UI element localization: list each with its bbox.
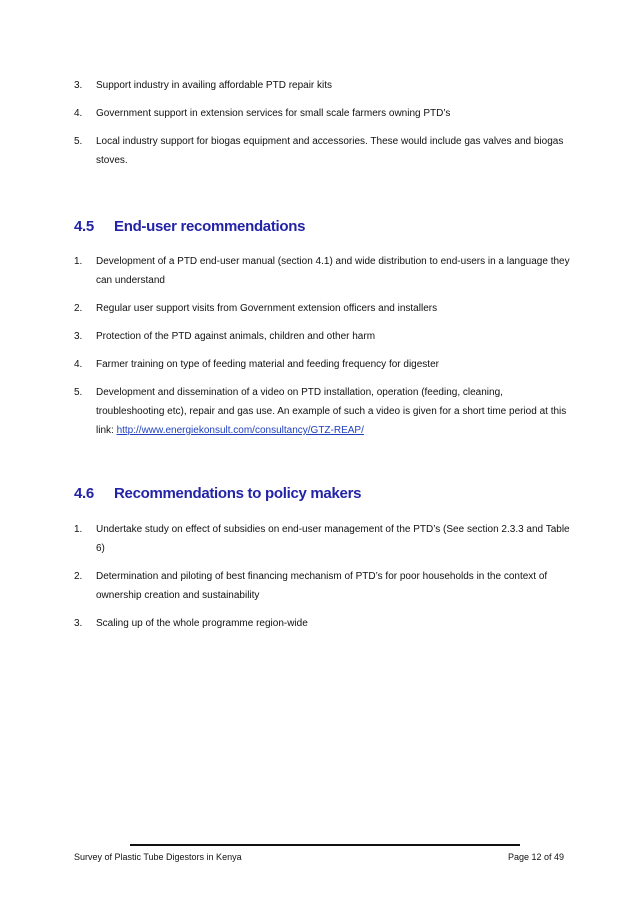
- footer-divider: [130, 844, 520, 846]
- end-user-recommendations-list: [74, 252, 574, 440]
- policy-recommendations-list: [74, 520, 574, 633]
- list-item-text: Protection of the PTD against animals, children and other harm: [96, 331, 376, 342]
- list-item: [74, 327, 574, 346]
- list-item-text: Determination and piloting of best financing mechanism of PTD’s for poor households in the context of ownership creation and sustainability: [96, 571, 548, 601]
- video-link[interactable]: http://www.energiekonsult.com/consultancy/GTZ-REAP/: [116, 425, 364, 436]
- list-item-number: 1.: [74, 256, 83, 267]
- list-item-number: 3.: [74, 618, 83, 629]
- section-heading-4-5: [74, 218, 305, 235]
- section-number: 4.6: [74, 485, 94, 502]
- footer-page-number: Page 12 of 49: [507, 852, 564, 862]
- list-item-number: 1.: [74, 524, 83, 535]
- list-item-text: Development of a PTD end-user manual (section 4.1) and wide distribution to end-users in a language they can understand: [96, 256, 570, 286]
- list-item-text: Farmer training on type of feeding material and feeding frequency for digester: [96, 359, 439, 370]
- list-item-number: 5.: [74, 387, 83, 398]
- list-item-text: Development and dissemination of a video on PTD installation, operation (feeding, cleaning, troubleshooting etc), repair and gas use. An example of such a video is given for a short time period at this link:: [96, 387, 567, 436]
- list-item-number: 2.: [74, 303, 83, 314]
- list-item: [74, 567, 574, 605]
- section-number: 4.5: [74, 218, 94, 235]
- list-item: [74, 355, 574, 374]
- list-item-number: 4.: [74, 108, 83, 119]
- list-item-number: 3.: [74, 80, 83, 91]
- list-item: [74, 76, 574, 95]
- list-item-number: 2.: [74, 571, 83, 582]
- section-heading-4-6: [74, 485, 361, 502]
- top-list: [74, 76, 574, 170]
- section-title: Recommendations to policy makers: [114, 485, 362, 502]
- list-item: [74, 299, 574, 318]
- list-item-text: Regular user support visits from Government extension officers and installers: [96, 303, 438, 314]
- list-item-text: Undertake study on effect of subsidies on end-user management of the PTD’s (See section 2.3.3 and Table 6): [96, 524, 570, 554]
- section-title: End-user recommendations: [114, 218, 306, 235]
- list-item-number: 4.: [74, 359, 83, 370]
- list-item: [74, 614, 574, 633]
- list-item-number: 3.: [74, 331, 83, 342]
- list-item: [74, 520, 574, 558]
- list-item-text: Support industry in availing affordable PTD repair kits: [96, 80, 333, 91]
- list-item: [74, 104, 574, 123]
- list-item-text: Local industry support for biogas equipment and accessories. These would include gas valves and biogas stoves.: [96, 136, 564, 166]
- footer-document-title: Survey of Plastic Tube Digestors in Kenya: [74, 852, 242, 862]
- list-item: [74, 383, 574, 440]
- list-item-text: Scaling up of the whole programme region-wide: [96, 618, 308, 629]
- list-item-number: 5.: [74, 136, 83, 147]
- list-item: [74, 252, 574, 290]
- list-item-text: Government support in extension services for small scale farmers owning PTD’s: [96, 108, 451, 119]
- list-item: [74, 132, 574, 170]
